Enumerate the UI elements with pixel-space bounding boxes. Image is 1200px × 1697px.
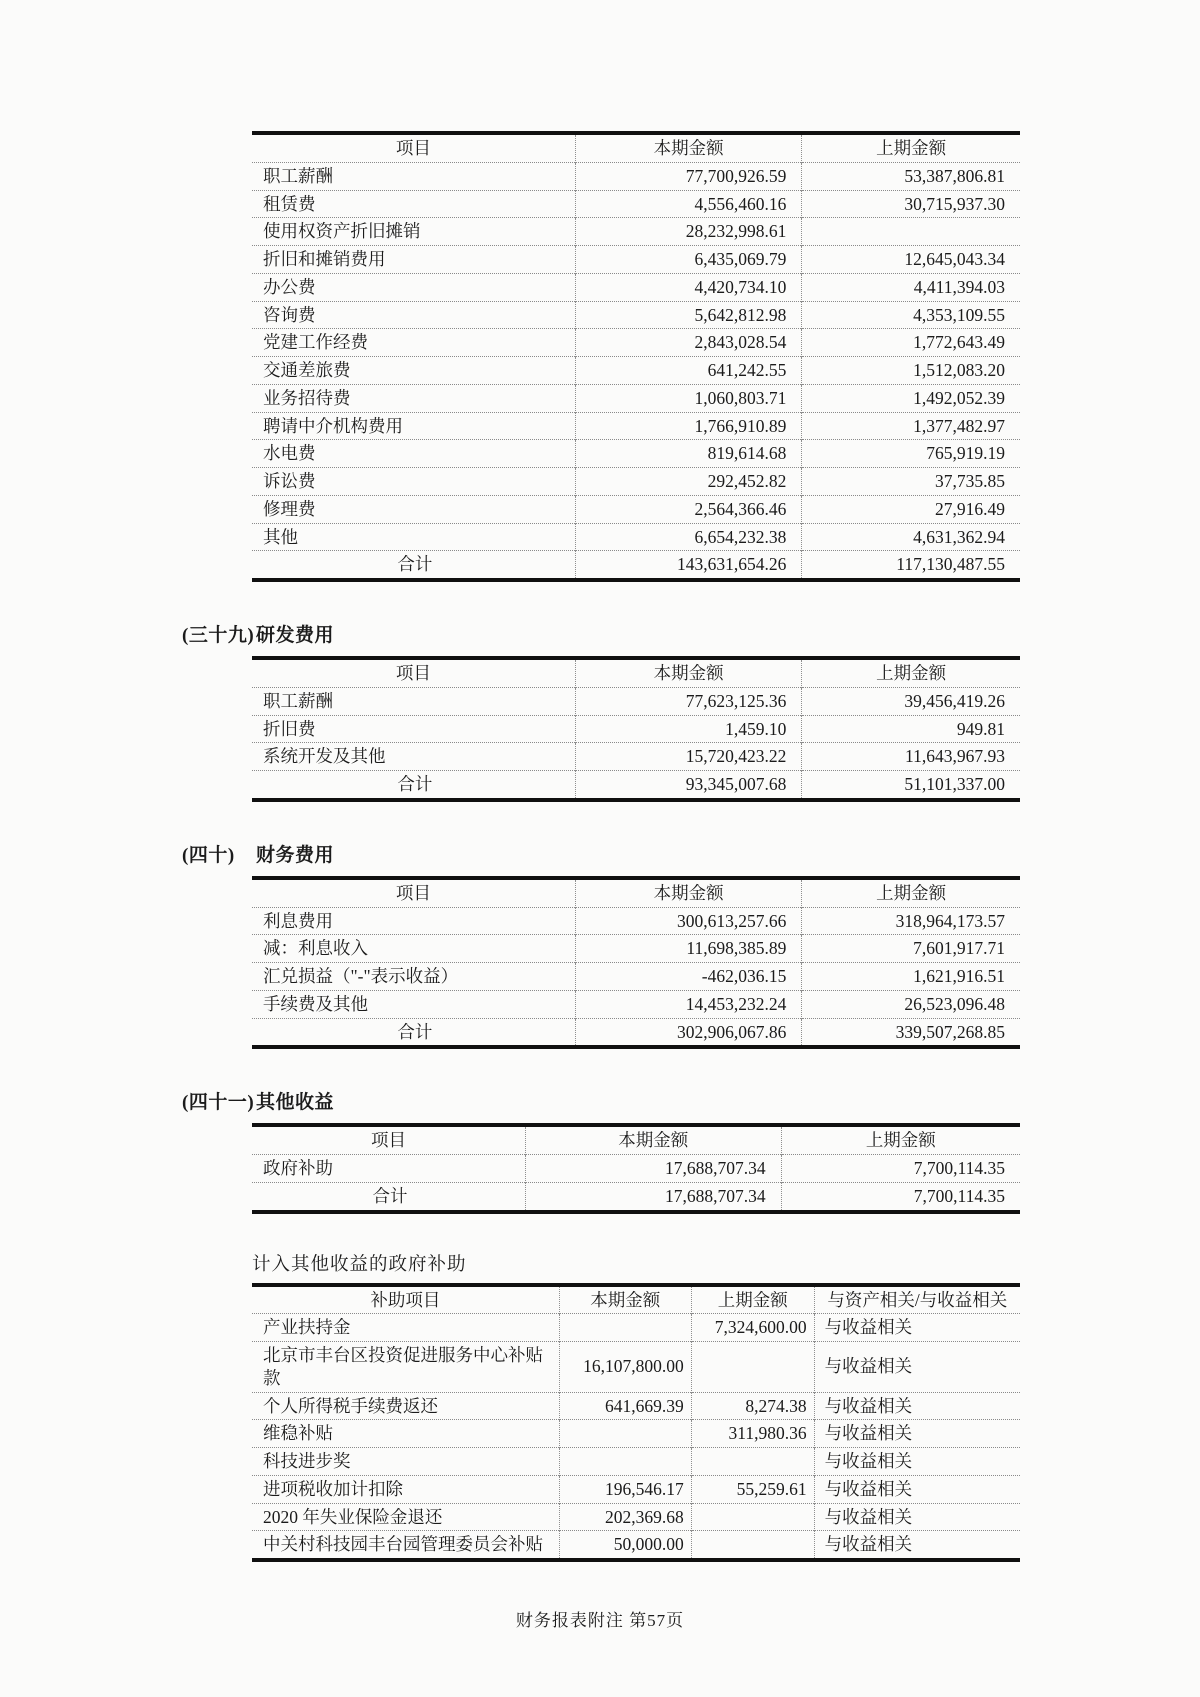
item-label-cell: 水电费 xyxy=(263,443,316,464)
section-title: 财务费用 xyxy=(256,844,335,866)
header-row xyxy=(252,658,1020,687)
relevance-cell: 与收益相关 xyxy=(814,1475,1020,1503)
column-header: 项目 xyxy=(370,1130,406,1151)
column-header: 本期金额 xyxy=(559,1285,691,1314)
item-label-cell: 利息费用 xyxy=(263,910,333,931)
section-title: 研发费用 xyxy=(256,625,335,646)
amount-cell: 11,643,967.93 xyxy=(802,743,1020,771)
amount-cell: 6,435,069.79 xyxy=(575,246,802,274)
amount-cell: 11,698,385.89 xyxy=(575,935,802,963)
expenses-table xyxy=(252,131,1020,582)
table-row xyxy=(252,440,1020,468)
amount-cell: 6,654,232.38 xyxy=(575,523,802,551)
gov-subsidy-table xyxy=(252,1283,1020,1563)
relevance-cell: 与收益相关 xyxy=(814,1420,1020,1448)
column-header: 上期金额 xyxy=(781,1125,1020,1154)
amount-cell: 26,523,096.48 xyxy=(802,990,1020,1018)
other-income-table xyxy=(252,1123,1020,1213)
amount-cell xyxy=(691,1342,814,1393)
finance-expenses-table xyxy=(252,876,1020,1050)
table-row xyxy=(252,990,1020,1018)
amount-cell: 819,614.68 xyxy=(575,440,802,468)
item-label-cell: 北京市丰台区投资促进服务中心补贴款 xyxy=(263,1345,543,1388)
amount-cell: 641,669.39 xyxy=(559,1392,691,1420)
amount-cell: 311,980.36 xyxy=(691,1420,814,1448)
amount-cell: 4,411,394.03 xyxy=(802,273,1020,301)
relevance-cell: 与收益相关 xyxy=(814,1314,1020,1342)
amount-cell: 5,642,812.98 xyxy=(575,301,802,329)
column-header: 项目 xyxy=(395,138,431,158)
table-row xyxy=(252,743,1020,771)
amount-cell xyxy=(559,1314,691,1342)
item-label-cell: 修理费 xyxy=(263,498,316,519)
table-row xyxy=(252,1392,1020,1420)
table-row xyxy=(252,1448,1020,1476)
amount-cell: 77,700,926.59 xyxy=(575,162,802,190)
amount-cell: 93,345,007.68 xyxy=(575,771,802,800)
amount-cell: 302,906,067.86 xyxy=(575,1018,802,1047)
table-row xyxy=(252,357,1020,385)
amount-cell: -462,036.15 xyxy=(575,963,802,991)
page-footer: 财务报表附注 第57页 xyxy=(515,1611,685,1630)
amount-cell: 7,324,600.00 xyxy=(691,1314,814,1342)
section-heading-finance-expenses xyxy=(182,840,1200,867)
item-label-cell: 维稳补贴 xyxy=(263,1423,333,1444)
section-heading-other-income xyxy=(182,1087,1200,1114)
item-label-cell: 咨询费 xyxy=(263,304,316,325)
amount-cell: 28,232,998.61 xyxy=(575,218,802,246)
item-label-cell: 2020 年失业保险金退还 xyxy=(263,1506,443,1527)
item-label-cell: 减：利息收入 xyxy=(263,938,368,959)
amount-cell xyxy=(802,218,1020,246)
section-number: (四十一) xyxy=(182,1092,255,1114)
column-header: 本期金额 xyxy=(575,133,802,162)
item-label-cell: 党建工作经费 xyxy=(263,332,368,353)
amount-cell: 37,735.85 xyxy=(802,468,1020,496)
column-header: 上期金额 xyxy=(802,658,1020,687)
header-row xyxy=(252,1285,1020,1314)
item-label-cell: 使用权资产折旧摊销 xyxy=(263,221,421,242)
column-header: 本期金额 xyxy=(575,658,802,687)
amount-cell: 2,843,028.54 xyxy=(575,329,802,357)
relevance-cell: 与收益相关 xyxy=(814,1503,1020,1531)
item-label-cell: 系统开发及其他 xyxy=(263,746,386,767)
table-row xyxy=(252,1475,1020,1503)
header-row xyxy=(252,1125,1020,1154)
table-row xyxy=(252,468,1020,496)
amount-cell xyxy=(691,1531,814,1560)
amount-cell: 2,564,366.46 xyxy=(575,495,802,523)
item-label-cell: 汇兑损益（"-"表示收益） xyxy=(263,966,459,986)
column-header: 上期金额 xyxy=(691,1285,814,1314)
item-label-cell: 合计 xyxy=(397,1021,433,1042)
amount-cell: 15,720,423.22 xyxy=(575,743,802,771)
amount-cell: 27,916.49 xyxy=(802,495,1020,523)
amount-cell: 1,766,910.89 xyxy=(575,412,802,440)
amount-cell: 318,964,173.57 xyxy=(802,907,1020,935)
amount-cell: 53,387,806.81 xyxy=(802,162,1020,190)
column-header: 项目 xyxy=(395,663,431,683)
item-label-cell: 折旧和摊销费用 xyxy=(263,249,386,269)
column-header: 上期金额 xyxy=(802,878,1020,907)
amount-cell: 55,259.61 xyxy=(691,1475,814,1503)
header-row xyxy=(252,133,1020,162)
item-label-cell: 合计 xyxy=(397,554,433,575)
column-header: 上期金额 xyxy=(802,133,1020,162)
amount-cell: 117,130,487.55 xyxy=(802,551,1020,580)
relevance-cell: 与收益相关 xyxy=(814,1342,1020,1393)
amount-cell: 641,242.55 xyxy=(575,357,802,385)
column-header: 补助项目 xyxy=(370,1289,441,1310)
item-label-cell: 职工薪酬 xyxy=(263,690,333,711)
table-row xyxy=(252,246,1020,274)
amount-cell xyxy=(559,1420,691,1448)
table-row xyxy=(252,963,1020,991)
item-label-cell: 业务招待费 xyxy=(263,387,351,408)
amount-cell: 7,700,114.35 xyxy=(781,1182,1020,1211)
column-header: 与资产相关/与收益相关 xyxy=(814,1285,1020,1314)
amount-cell: 7,601,917.71 xyxy=(802,935,1020,963)
amount-cell: 50,000.00 xyxy=(559,1531,691,1560)
item-label-cell: 政府补助 xyxy=(263,1158,333,1178)
item-label-cell: 聘请中介机构费用 xyxy=(263,415,403,436)
item-label-cell: 中关村科技园丰台园管理委员会补贴 xyxy=(263,1534,543,1555)
relevance-cell: 与收益相关 xyxy=(814,1448,1020,1476)
amount-cell: 196,546.17 xyxy=(559,1475,691,1503)
amount-cell: 1,060,803.71 xyxy=(575,384,802,412)
amount-cell: 4,353,109.55 xyxy=(802,301,1020,329)
relevance-cell: 与收益相关 xyxy=(814,1531,1020,1560)
amount-cell: 202,369.68 xyxy=(559,1503,691,1531)
amount-cell: 949.81 xyxy=(802,715,1020,743)
item-label-cell: 科技进步奖 xyxy=(263,1451,351,1471)
item-label-cell: 手续费及其他 xyxy=(263,993,368,1014)
total-row xyxy=(252,771,1020,800)
section-number: (四十) xyxy=(182,844,235,866)
item-label-cell: 其他 xyxy=(263,526,298,547)
table-row xyxy=(252,218,1020,246)
table-row xyxy=(252,1531,1020,1560)
amount-cell: 17,688,707.34 xyxy=(525,1155,781,1183)
total-row xyxy=(252,1182,1020,1211)
item-label-cell: 职工薪酬 xyxy=(263,165,333,186)
table-row xyxy=(252,495,1020,523)
table-row xyxy=(252,329,1020,357)
amount-cell: 51,101,337.00 xyxy=(802,771,1020,800)
table-row xyxy=(252,273,1020,301)
amount-cell: 300,613,257.66 xyxy=(575,907,802,935)
table-row xyxy=(252,935,1020,963)
amount-cell: 30,715,937.30 xyxy=(802,190,1020,218)
amount-cell xyxy=(691,1503,814,1531)
amount-cell: 1,621,916.51 xyxy=(802,963,1020,991)
amount-cell: 39,456,419.26 xyxy=(802,687,1020,715)
table-row xyxy=(252,715,1020,743)
item-label-cell: 交通差旅费 xyxy=(263,360,351,380)
amount-cell: 14,453,232.24 xyxy=(575,990,802,1018)
amount-cell: 77,623,125.36 xyxy=(575,687,802,715)
amount-cell: 292,452.82 xyxy=(575,468,802,496)
amount-cell: 8,274.38 xyxy=(691,1392,814,1420)
table-row xyxy=(252,1420,1020,1448)
item-label-cell: 租赁费 xyxy=(263,193,316,214)
column-header: 本期金额 xyxy=(575,878,802,907)
item-label-cell: 合计 xyxy=(372,1185,408,1206)
amount-cell: 339,507,268.85 xyxy=(802,1018,1020,1047)
amount-cell: 1,492,052.39 xyxy=(802,384,1020,412)
section-title: 其他收益 xyxy=(256,1092,335,1114)
item-label-cell: 折旧费 xyxy=(263,718,316,739)
table-row xyxy=(252,412,1020,440)
amount-cell xyxy=(559,1448,691,1476)
section-heading-rd-expenses xyxy=(182,620,1200,647)
relevance-cell: 与收益相关 xyxy=(814,1392,1020,1420)
item-label-cell: 办公费 xyxy=(263,276,316,297)
item-label-cell: 进项税收加计扣除 xyxy=(263,1478,403,1499)
amount-cell: 16,107,800.00 xyxy=(559,1342,691,1393)
total-row xyxy=(252,551,1020,580)
item-label-cell: 合计 xyxy=(397,774,433,794)
amount-cell: 4,420,734.10 xyxy=(575,273,802,301)
total-row xyxy=(252,1018,1020,1047)
section-number: (三十九) xyxy=(182,625,255,646)
amount-cell: 4,556,460.16 xyxy=(575,190,802,218)
column-header: 本期金额 xyxy=(525,1125,781,1154)
amount-cell: 1,772,643.49 xyxy=(802,329,1020,357)
table-row xyxy=(252,523,1020,551)
item-label-cell: 诉讼费 xyxy=(263,471,316,491)
table-row xyxy=(252,384,1020,412)
table-row xyxy=(252,1314,1020,1342)
header-row xyxy=(252,878,1020,907)
table-row xyxy=(252,1503,1020,1531)
amount-cell xyxy=(691,1448,814,1476)
table-row xyxy=(252,1155,1020,1183)
amount-cell: 17,688,707.34 xyxy=(525,1182,781,1211)
table-row xyxy=(252,190,1020,218)
amount-cell: 4,631,362.94 xyxy=(802,523,1020,551)
rd-expenses-table xyxy=(252,656,1020,802)
table-row xyxy=(252,907,1020,935)
table-row xyxy=(252,301,1020,329)
subsidy-subheading: 计入其他收益的政府补助 xyxy=(252,1254,467,1275)
item-label-cell: 产业扶持金 xyxy=(263,1317,351,1338)
table-row xyxy=(252,1342,1020,1393)
table-row xyxy=(252,687,1020,715)
item-label-cell: 个人所得税手续费返还 xyxy=(263,1395,438,1416)
amount-cell: 7,700,114.35 xyxy=(781,1155,1020,1183)
amount-cell: 1,512,083.20 xyxy=(802,357,1020,385)
amount-cell: 1,459.10 xyxy=(575,715,802,743)
amount-cell: 1,377,482.97 xyxy=(802,412,1020,440)
amount-cell: 765,919.19 xyxy=(802,440,1020,468)
table-row xyxy=(252,162,1020,190)
amount-cell: 12,645,043.34 xyxy=(802,246,1020,274)
amount-cell: 143,631,654.26 xyxy=(575,551,802,580)
column-header: 项目 xyxy=(395,882,431,903)
